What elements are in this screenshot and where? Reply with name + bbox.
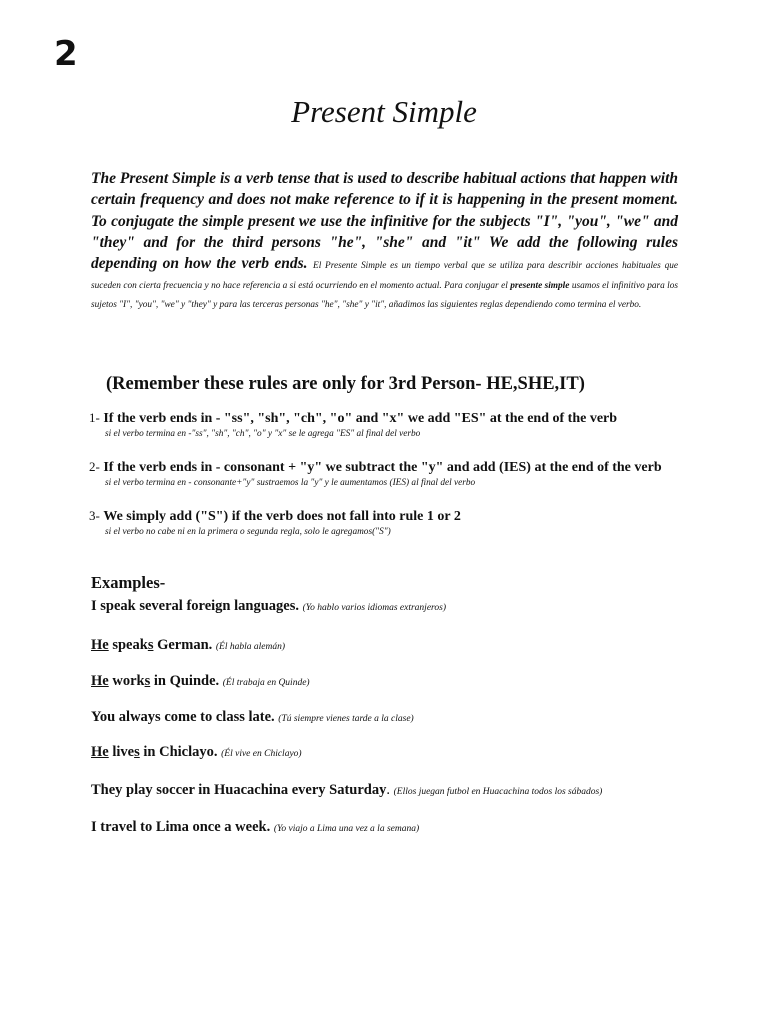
rule-3: [89, 507, 689, 539]
example-sentence: They play soccer in Huacachina every Saturday: [91, 782, 387, 798]
example-translation: (Él trabaja en Quinde): [222, 678, 310, 688]
example-subject: He: [91, 673, 109, 689]
example-sentence: [91, 673, 219, 689]
example-translation: (Tú siempre vienes tarde a la clase): [278, 714, 414, 724]
rule-number: 1-: [89, 410, 100, 425]
rule-spanish: si el verbo no cabe ni en la primera o segunda regla, solo le agregamos("S"): [105, 527, 391, 537]
rule-1: [89, 409, 689, 441]
intro-spanish-part1: El Presente Simple es un tiempo verbal que se utiliza para describir acciones habituales que suceden con cierta frecuencia y no hace referencia a si está ocurriendo en el momento actual. Para conjugar el: [91, 261, 679, 291]
example-sentence: I travel to Lima once a week.: [91, 819, 271, 835]
rules-heading: (Remember these rules are only for 3rd Person- HE,SHE,IT): [106, 374, 585, 394]
rule-number: 3-: [89, 508, 100, 523]
example-1: [91, 596, 446, 618]
example-verb-suffix: s: [147, 637, 154, 653]
example-rest: German.: [157, 637, 213, 653]
example-6: [91, 780, 602, 802]
rule-2: [89, 458, 689, 490]
example-4: [91, 707, 414, 729]
example-translation: (Yo hablo varios idiomas extranjeros): [302, 603, 446, 613]
example-7: [91, 817, 419, 839]
example-translation: (Él habla alemán): [215, 642, 286, 652]
example-sentence: I speak several foreign languages.: [91, 598, 299, 614]
example-punctuation: .: [386, 782, 390, 798]
example-subject: He: [91, 637, 109, 653]
example-rest: in Quinde.: [153, 673, 220, 689]
rule-spanish: si el verbo termina en - consonante+"y" sustraemos la "y" y le aumentamos (IES) al final del verbo: [105, 478, 476, 488]
intro-paragraph: [91, 168, 678, 314]
rule-text: If the verb ends in - consonant + "y" we subtract the "y" and add (IES) at the end of the verb: [103, 460, 662, 475]
intro-spanish-part2: usamos el infinitivo para los sujetos "I", "you", "we" y "they" y para las terceras personas "he", "she" y "it", añadimos las siguientes reglas dependiendo como termina el verbo.: [91, 280, 679, 311]
example-5: [91, 742, 302, 764]
example-translation: (Yo viajo a Lima una vez a la semana): [273, 824, 420, 834]
page-number: 2: [54, 34, 78, 74]
example-translation: (Ellos juegan futbol en Huacachina todos los sábados): [393, 787, 603, 797]
example-rest: in Chiclayo.: [143, 744, 218, 760]
example-sentence: [91, 637, 212, 653]
example-2: [91, 635, 285, 657]
example-verb-suffix: s: [144, 673, 151, 689]
example-verb-suffix: s: [134, 744, 140, 760]
rule-number: 2-: [89, 459, 100, 474]
example-sentence: You always come to class late.: [91, 709, 275, 725]
page-title: Present Simple: [291, 94, 477, 129]
intro-spanish-bold: presente simple: [510, 280, 570, 291]
intro-english: The Present Simple is a verb tense that is used to describe habitual actions that happen with certain frequency and does not make reference to if it is happening in the present moment. To conjugate the simple present we use the infinitive for the subjects "I", "you", "we" and "they" and for the third persons "he", "she" and "it" We add the following rules depending on how the verb ends.: [91, 170, 678, 273]
example-3: [91, 671, 310, 693]
example-verb-stem: speak: [112, 637, 148, 653]
examples-heading: Examples-: [91, 573, 166, 592]
example-subject: He: [91, 744, 109, 760]
example-translation: (Él vive en Chiclayo): [221, 749, 302, 759]
rule-spanish: si el verbo termina en -"ss", "sh", "ch", "o" y "x" se le agrega "ES" al final del verbo: [105, 429, 421, 439]
rule-text: If the verb ends in - "ss", "sh", "ch", "o" and "x" we add "ES" at the end of the verb: [103, 411, 618, 426]
example-verb-stem: live: [112, 744, 135, 760]
example-verb-stem: work: [112, 673, 145, 689]
example-sentence: [91, 744, 218, 760]
rule-text: We simply add ("S") if the verb does not fall into rule 1 or 2: [103, 509, 461, 524]
